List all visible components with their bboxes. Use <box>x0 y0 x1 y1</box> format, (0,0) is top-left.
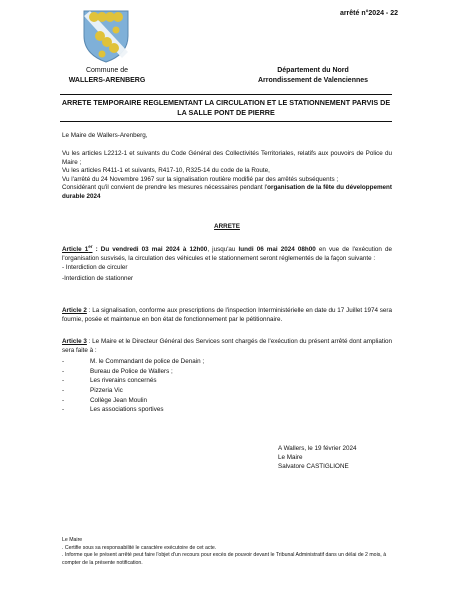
recipient-item: - Les riverains concernés <box>62 377 157 385</box>
footer-title: Le Maire <box>62 537 83 543</box>
article-1-colon: : <box>92 246 101 254</box>
intro-maire <box>62 132 392 141</box>
coat-of-arms-icon <box>80 8 132 64</box>
article-3 <box>62 338 392 415</box>
article-1-start: Du vendredi 03 mai 2024 à 12h00 <box>100 246 208 254</box>
article-2-text: : La signalisation, conforme aux prescriptions de l'inspection Interministérielle en date du 17 Juillet 1974 sera fournie, posée et maintenue en bon état de fonctionnement par le pétitionnaire. <box>62 307 392 323</box>
signature-name: Salvatore CASTIGLIONE <box>278 463 349 471</box>
recipient-item: - M. le Commandant de police de Denain ; <box>62 358 205 366</box>
document-title <box>60 94 392 122</box>
article-1-text-b: en vue de l'exécution de l'organisation susvisés, la circulation des véhicules et le stationnement seront réglementés de la façon suivante : <box>62 246 392 262</box>
article-2 <box>62 307 392 324</box>
footer-notice <box>62 537 392 567</box>
signature-place-date: A Wallers, le 19 février 2024 <box>278 445 357 452</box>
article-3-text: : Le Maire et le Directeur Général des Services sont chargés de l'exécution du présent arrêté dont ampliation sera faite à : <box>62 338 392 354</box>
article-2-label: Article 2 <box>62 307 87 314</box>
recipient-item: - Pizzeria Vic <box>62 386 123 394</box>
visa-3: Vu l'arrêté du 24 Novembre 1967 sur la signalisation routière modifié par des arrêtés subséquents ; <box>62 175 339 183</box>
commune-name: WALLERS-ARENBERG <box>68 77 146 84</box>
arrete-number: arrêté n°2024 - 22 <box>339 10 398 17</box>
footer-line-1: . Certifie sous sa responsabilité le caractère exécutoire de cet acte. <box>62 544 217 551</box>
article-1-item-2: -Interdiction de stationner <box>62 274 134 282</box>
considerant-event: organisation de la fête du développement durable 2024 <box>62 184 392 200</box>
considerant-text: Considérant qu'il convient de prendre les mesures nécessaires pendant l' <box>62 184 268 192</box>
footer-line-2: . Informe que le présent arrêté peut faire l'objet d'un recours pour excès de pouvoir devant le Tribunal Administratif dans un délai de 2 mois, à compter de la présente notification. <box>62 552 387 566</box>
recipient-item: - Bureau de Police de Wallers ; <box>62 367 173 375</box>
title-line-1: ARRETE TEMPORAIRE REGLEMENTANT LA CIRCULATION ET LE STATIONNEMENT PARVIS DE <box>61 98 391 107</box>
recipient-item: - Collège Jean Moulin <box>62 396 148 404</box>
arrondissement-name: Arrondissement de Valenciennes <box>257 77 369 84</box>
department-name: Département du Nord <box>277 67 349 74</box>
recipient-item: - Les associations sportives <box>62 406 164 414</box>
visa-1: Vu les articles L2212-1 et suivants du Code Général des Collectivités Territoriales, relatifs aux pouvoirs de Police du Maire ; <box>62 150 392 166</box>
signature-block <box>278 444 357 472</box>
title-line-2: LA SALLE PONT DE PIERRE <box>177 108 275 117</box>
recipient-list <box>62 357 392 415</box>
article-3-label: Article 3 <box>62 338 87 345</box>
arrete-heading: ARRETE <box>214 223 240 230</box>
article-1-text-a: , jusqu'au <box>207 246 239 254</box>
visas-block <box>62 150 392 202</box>
department-block <box>228 66 398 86</box>
maire-line: Le Maire de Wallers-Arenberg, <box>62 132 148 139</box>
article-1-end: lundi 06 mai 2024 08h00 <box>238 246 316 254</box>
commune-label: Commune de <box>85 67 129 74</box>
considerant <box>62 184 392 201</box>
article-1-item-1: - Interdiction de circuler <box>62 264 128 272</box>
article-1-label: Article 1er <box>62 244 93 254</box>
commune-block <box>62 66 152 86</box>
article-1 <box>62 243 392 283</box>
visa-2: Vu les articles R411-1 et suivants, R417-10, R325-14 du code de la Route, <box>62 167 270 175</box>
signature-title: Le Maire <box>278 454 303 462</box>
